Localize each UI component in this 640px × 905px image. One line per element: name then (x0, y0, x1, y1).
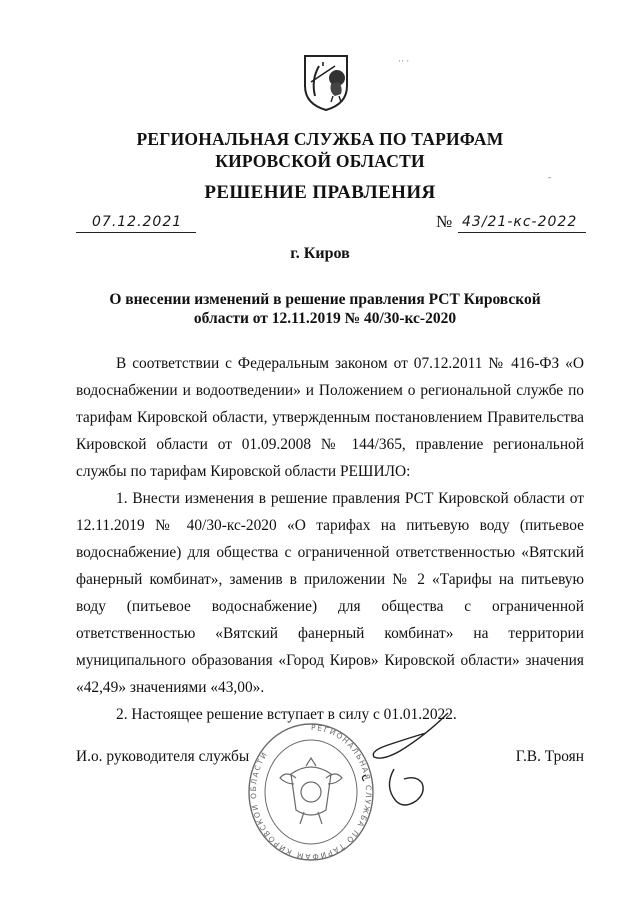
number-underline (458, 212, 586, 233)
org-line-2: КИРОВСКОЙ ОБЛАСТИ (215, 151, 425, 171)
signatory-name: Г.В. Троян (515, 748, 584, 765)
scan-speck: ·· · (398, 56, 410, 66)
handwritten-number: 43/21-кс-2022 (462, 214, 578, 230)
city-name: г. Киров (290, 245, 350, 262)
decision-body (76, 350, 584, 728)
scan-mark: ˉ (548, 176, 552, 187)
seal-ring-text: РЕГИОНАЛЬНАЯ СЛУЖБА ПО ТАРИФАМ КИРОВСКОЙ ОБЛАСТИ (248, 722, 374, 862)
subject-line-1: О внесении изменений в решение правления РСТ Кировской (109, 291, 541, 308)
decision-subject (100, 290, 550, 328)
date-field (76, 212, 196, 233)
document-type: РЕШЕНИЕ ПРАВЛЕНИЯ (204, 182, 436, 203)
organization-name (100, 128, 540, 172)
subject-line-2: области от 12.11.2019 № 40/30-кс-2020 (193, 310, 457, 327)
handwritten-date: 07.12.2021 (92, 214, 183, 230)
signatory-position: И.о. руководителя службы (76, 748, 250, 765)
signature-row (76, 748, 584, 772)
preamble-paragraph: В соответствии с Федеральным законом от 07.12.2011 № 416-ФЗ «О водоснабжении и водоотведении» и Положением о региональной службе по тарифам Кировской области, утвержденным постановлением Правительства Кировской области от 01.09.2008 № 144/365, правление региональной службы по тарифам Кировской области РЕШИЛО: (76, 355, 584, 480)
clause-1-paragraph: 1. Внести изменения в решение правления РСТ Кировской области от 12.11.2019 № 40/30-кс-2020 «О тарифах на питьевую воду (питьевое водоснабжение) для общества с ограниченной ответственностью «Вятский фанерный комбинат», заменив в приложении № 2 «Тарифы на питьевую воду (питьевое водоснабжение) для общества с ограниченной ответственностью «Вятский фанерный комбинат» на территории муниципального образования «Город Киров» Кировской области» значения «42,49» значениями «43,00». (76, 490, 584, 696)
org-line-1: РЕГИОНАЛЬНАЯ СЛУЖБА ПО ТАРИФАМ (136, 129, 504, 149)
clause-2-paragraph: 2. Настоящее решение вступает в силу с 01.01.2022. (116, 706, 457, 723)
number-field (436, 212, 586, 232)
number-sign: № (436, 212, 453, 231)
coat-of-arms-icon (301, 52, 351, 112)
